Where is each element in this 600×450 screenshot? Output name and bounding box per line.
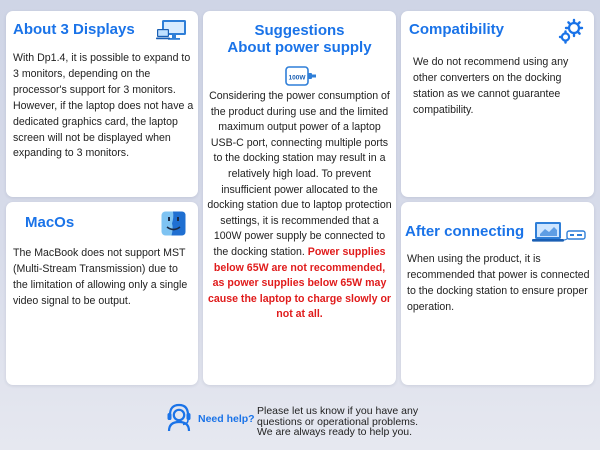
card-title-line2: About power supply bbox=[227, 39, 372, 56]
card-title: About 3 Displays bbox=[13, 21, 135, 38]
monitor-laptop-icon bbox=[156, 19, 190, 43]
card-macos bbox=[6, 202, 198, 385]
card-title: After connecting bbox=[405, 223, 525, 240]
card-title: MacOs bbox=[25, 214, 75, 231]
power-warning-text: Power supplies below 65W are not recommended, as power supplies below 65W may cause the laptop to charge slowly or not at all. bbox=[207, 245, 392, 321]
help-line-3: We are always ready to help you. bbox=[257, 426, 413, 438]
card-about-3-displays bbox=[6, 11, 198, 197]
headset-agent-icon bbox=[164, 401, 194, 431]
card-body: With Dp1.4, it is possible to expand to 3 monitors, depending on the processor's support for 3 monitors. However, if the laptop does not have a dedicated graphics card, the laptop screen will not be displayed when expanding to 3 monitors. bbox=[13, 52, 194, 160]
charger-icon bbox=[285, 65, 317, 87]
help-section bbox=[0, 398, 600, 442]
help-line-2: questions or operational problems. bbox=[257, 415, 419, 428]
card-power-supply bbox=[203, 11, 396, 385]
gears-icon bbox=[558, 18, 586, 44]
help-line-1: Please let us know if you have any bbox=[257, 405, 419, 417]
card-after-connecting bbox=[401, 202, 594, 385]
charger-label: 100W bbox=[288, 74, 306, 82]
laptop-dock-icon bbox=[532, 221, 586, 245]
need-help-label: Need help? bbox=[198, 413, 255, 425]
card-body: We do not recommend using any other converters on the docking station as we cannot guarantee compatibility. bbox=[413, 56, 569, 116]
card-body: The MacBook does not support MST (Multi-Stream Transmission) due to the limitation of allowing only a single video signal to be output. bbox=[13, 247, 188, 307]
power-recommendation-text: Considering the power consumption of the product during use and the limited maximum output power of a laptop USB-C port, connecting multiple ports to the docking station may result in a relatively high load. To prevent insufficient power allocated to the docking station due to laptop protection settings, it is recommended that a 100W power supply be connected to the docking station. bbox=[207, 90, 392, 258]
help-message bbox=[257, 406, 418, 438]
card-body bbox=[207, 89, 392, 323]
card-title: Compatibility bbox=[409, 21, 505, 38]
card-title-line1: Suggestions bbox=[254, 22, 345, 39]
card-compatibility bbox=[401, 11, 594, 197]
finder-icon bbox=[161, 211, 186, 236]
card-body: When using the product, it is recommended that power is connected to the docking station to ensure proper operation. bbox=[407, 253, 590, 313]
